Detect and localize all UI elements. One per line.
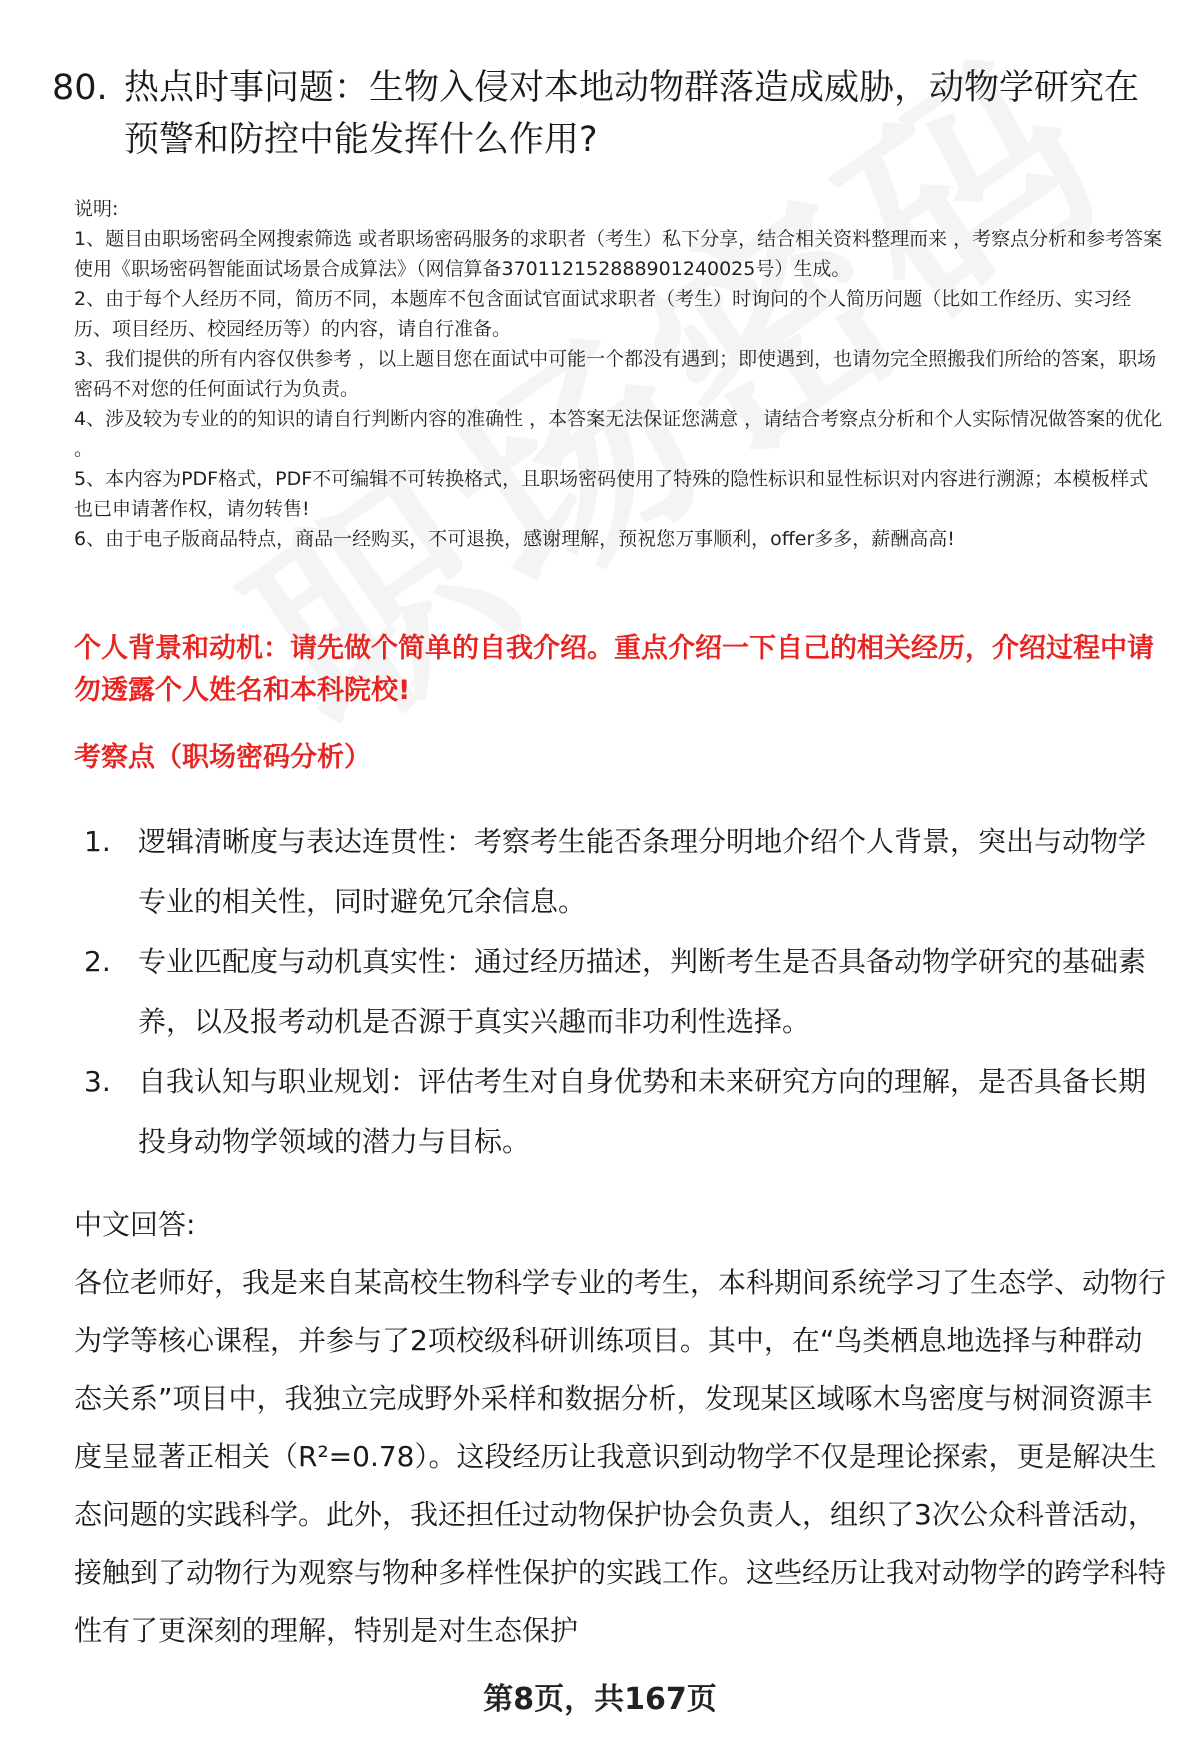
notes-section: [74, 194, 1166, 554]
point-number: 3.: [84, 1065, 111, 1098]
point-text: 专业匹配度与动机真实性：通过经历描述，判断考生是否具备动物学研究的基础素养，以及报考动机是否源于真实兴趣而非功利性选择。: [138, 945, 1147, 1038]
page-number: 第8页，共167页: [483, 1682, 717, 1717]
note-item: 3、我们提供的所有内容仅供参考 ，以上题目您在面试中可能一个都没有遇到；即使遇到，也请勿完全照搬我们所给的答案，职场密码不对您的任何面试行为负责。: [74, 348, 1157, 400]
point-number: 1.: [84, 825, 111, 858]
notes-heading: 说明:: [74, 198, 119, 220]
analysis-points: [74, 812, 1166, 1172]
analysis-heading: 考察点（职场密码分析）: [74, 742, 371, 773]
question-number: 80.: [52, 68, 108, 108]
analysis-point: [74, 1052, 1166, 1172]
answer-heading: 中文回答:: [74, 1208, 196, 1241]
note-item: 4、涉及较为专业的的知识的请自行判断内容的准确性 ，本答案无法保证您满意 ，请结合考察点分析和个人实际情况做答案的优化 。: [74, 408, 1163, 460]
analysis-point: [74, 932, 1166, 1052]
answer-body: 各位老师好，我是来自某高校生物科学专业的考生，本科期间系统学习了生态学、动物行为学等核心课程，并参与了2项校级科研训练项目。其中，在“鸟类栖息地选择与种群动态关系”项目中，我独立完成野外采样和数据分析，发现某区域啄木鸟密度与树洞资源丰度呈显著正相关（R²=0.78）。这段经历让我意识到动物学不仅是理论探索，更是解决生态问题的实践科学。此外，我还担任过动物保护协会负责人，组织了3次公众科普活动，接触到了动物行为观察与物种多样性保护的实践工作。这些经历让我对动物学的跨学科特性有了更深刻的理解，特别是对生态保护: [74, 1266, 1167, 1647]
note-item: 6、由于电子版商品特点，商品一经购买，不可退换，感谢理解，预祝您万事顺利，offer多多，薪酬高高!: [74, 528, 955, 550]
point-text: 自我认知与职业规划：评估考生对自身优势和未来研究方向的理解，是否具备长期投身动物学领域的潜力与目标。: [138, 1065, 1147, 1158]
note-item: 2、由于每个人经历不同，简历不同，本题库不包含面试官面试求职者（考生）时询问的个人简历问题（比如工作经历、实习经历、项目经历、校园经历等）的内容，请自行准备。: [74, 288, 1132, 340]
question-text: 热点时事问题：生物入侵对本地动物群落造成威胁，动物学研究在预警和防控中能发挥什么作用?: [124, 68, 1140, 160]
note-item: 1、题目由职场密码全网搜索筛选 或者职场密码服务的求职者（考生）私下分享，结合相关资料整理而来 ，考察点分析和参考答案使用《职场密码智能面试场景合成算法》（网信算备370112152888901240025号）生成。: [74, 228, 1163, 280]
point-number: 2.: [84, 945, 111, 978]
answer-section: [74, 1196, 1168, 1660]
point-text: 逻辑清晰度与表达连贯性：考察考生能否条理分明地介绍个人背景，突出与动物学专业的相关性，同时避免冗余信息。: [138, 825, 1147, 918]
analysis-point: [74, 812, 1166, 932]
background-prompt: 个人背景和动机：请先做个简单的自我介绍。重点介绍一下自己的相关经历，介绍过程中请勿透露个人姓名和本科院校!: [74, 633, 1154, 706]
question-title: [52, 62, 1152, 166]
note-item: 5、本内容为PDF格式，PDF不可编辑不可转换格式，且职场密码使用了特殊的隐性标识和显性标识对内容进行溯源；本模板样式也已申请著作权，请勿转售!: [74, 468, 1149, 520]
